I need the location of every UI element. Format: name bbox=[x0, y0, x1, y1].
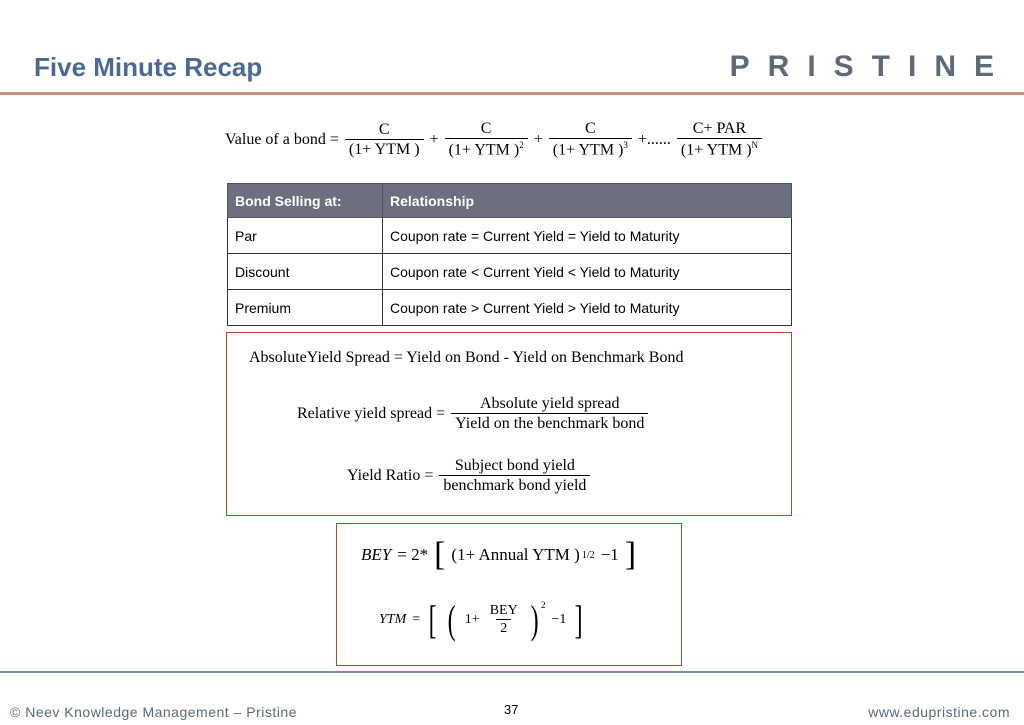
term3-fraction bbox=[549, 120, 632, 159]
cell-relationship: Coupon rate = Current Yield = Yield to Maturity bbox=[383, 218, 792, 254]
term2-den bbox=[445, 138, 528, 159]
ratio-num: Subject bond yield bbox=[454, 457, 575, 474]
ytm-minus: −1 bbox=[551, 612, 567, 627]
ytm-lhs: YTM bbox=[379, 612, 407, 627]
footer-rule bbox=[0, 671, 1024, 673]
ratio-den: benchmark bond yield bbox=[439, 475, 590, 495]
plus-sign: + bbox=[533, 130, 543, 148]
bey-box bbox=[336, 523, 682, 666]
header-bond-selling: Bond Selling at: bbox=[228, 184, 383, 218]
bey-exp: 1/2 bbox=[581, 549, 595, 561]
ytm-fraction bbox=[486, 603, 522, 637]
term3-den-text: (1+ YTM ) bbox=[552, 141, 624, 159]
term4-exp: N bbox=[751, 140, 759, 150]
term4-fraction bbox=[677, 120, 762, 159]
ytm-exp: 2 bbox=[541, 600, 546, 610]
yield-spread-box bbox=[226, 332, 792, 516]
ratio-fraction bbox=[439, 457, 590, 495]
header-relationship: Relationship bbox=[383, 184, 792, 218]
term4-num: C+ PAR bbox=[692, 120, 747, 137]
page-number: 37 bbox=[504, 702, 519, 717]
cell-selling: Premium bbox=[228, 290, 383, 326]
absolute-spread-text: AbsoluteYield Spread = Yield on Bond - Yield on Benchmark Bond bbox=[249, 349, 684, 366]
plus-ellipsis: +...... bbox=[637, 130, 671, 148]
term2-den-text: (1+ YTM ) bbox=[448, 141, 520, 159]
page-title: Five Minute Recap bbox=[34, 52, 263, 82]
relative-spread-formula bbox=[297, 395, 648, 433]
term1-den-text: (1+ YTM ) bbox=[348, 140, 420, 158]
footer-website: www.edupristine.com bbox=[868, 704, 1010, 720]
inner-right-paren: ) bbox=[530, 597, 539, 642]
term4-den bbox=[677, 138, 762, 159]
term3-exp: 3 bbox=[623, 140, 628, 150]
pristine-logo bbox=[730, 50, 1012, 84]
term2-fraction bbox=[445, 120, 528, 159]
term1-fraction bbox=[345, 121, 424, 159]
term2-num: C bbox=[480, 120, 492, 137]
relative-fraction bbox=[451, 395, 648, 433]
ratio-lhs: Yield Ratio = bbox=[347, 467, 434, 484]
relative-num: Absolute yield spread bbox=[479, 395, 620, 412]
term1-num: C bbox=[378, 120, 390, 138]
formula-lhs: Value of a bond = bbox=[225, 130, 339, 148]
ytm-num: BEY bbox=[489, 603, 518, 618]
term3-num: C bbox=[584, 120, 596, 137]
bey-lhs: BEY bbox=[361, 545, 392, 564]
footer-copyright: © Neev Knowledge Management – Pristine bbox=[10, 704, 297, 720]
outer-right-bracket: ] bbox=[575, 597, 584, 642]
term3-den bbox=[549, 138, 632, 159]
bey-minus: −1 bbox=[600, 545, 619, 564]
table-row bbox=[228, 290, 792, 326]
ytm-one: 1+ bbox=[464, 612, 480, 627]
relative-den: Yield on the benchmark bond bbox=[451, 413, 648, 433]
term1-den bbox=[345, 139, 424, 159]
table-header-row bbox=[228, 184, 792, 218]
outer-left-bracket: [ bbox=[428, 597, 437, 642]
term2-exp: 2 bbox=[519, 140, 524, 150]
cell-selling: Par bbox=[228, 218, 383, 254]
term4-den-text: (1+ YTM ) bbox=[680, 141, 752, 159]
bey-inner: (1+ Annual YTM ) bbox=[451, 545, 580, 564]
cell-relationship: Coupon rate < Current Yield < Yield to Maturity bbox=[383, 254, 792, 290]
header-rule bbox=[0, 92, 1024, 95]
table-row bbox=[228, 218, 792, 254]
left-bracket: [ bbox=[434, 536, 446, 573]
logo-text: PRISTINE bbox=[729, 50, 1012, 83]
cell-relationship: Coupon rate > Current Yield > Yield to Maturity bbox=[383, 290, 792, 326]
table-row bbox=[228, 254, 792, 290]
yield-ratio-formula bbox=[347, 457, 590, 495]
inner-left-paren: ( bbox=[448, 597, 457, 642]
ytm-eq: = bbox=[412, 612, 421, 627]
ytm-den: 2 bbox=[496, 619, 511, 637]
relative-lhs: Relative yield spread = bbox=[297, 405, 446, 422]
bey-formula bbox=[361, 538, 636, 572]
bond-value-formula bbox=[225, 120, 762, 159]
cell-selling: Discount bbox=[228, 254, 383, 290]
absolute-spread-formula bbox=[249, 349, 683, 367]
right-bracket: ] bbox=[624, 536, 637, 573]
ytm-formula bbox=[379, 597, 586, 642]
bey-eq: = 2* bbox=[397, 545, 429, 564]
plus-sign: + bbox=[429, 130, 439, 148]
bond-relationship-table bbox=[227, 183, 792, 326]
